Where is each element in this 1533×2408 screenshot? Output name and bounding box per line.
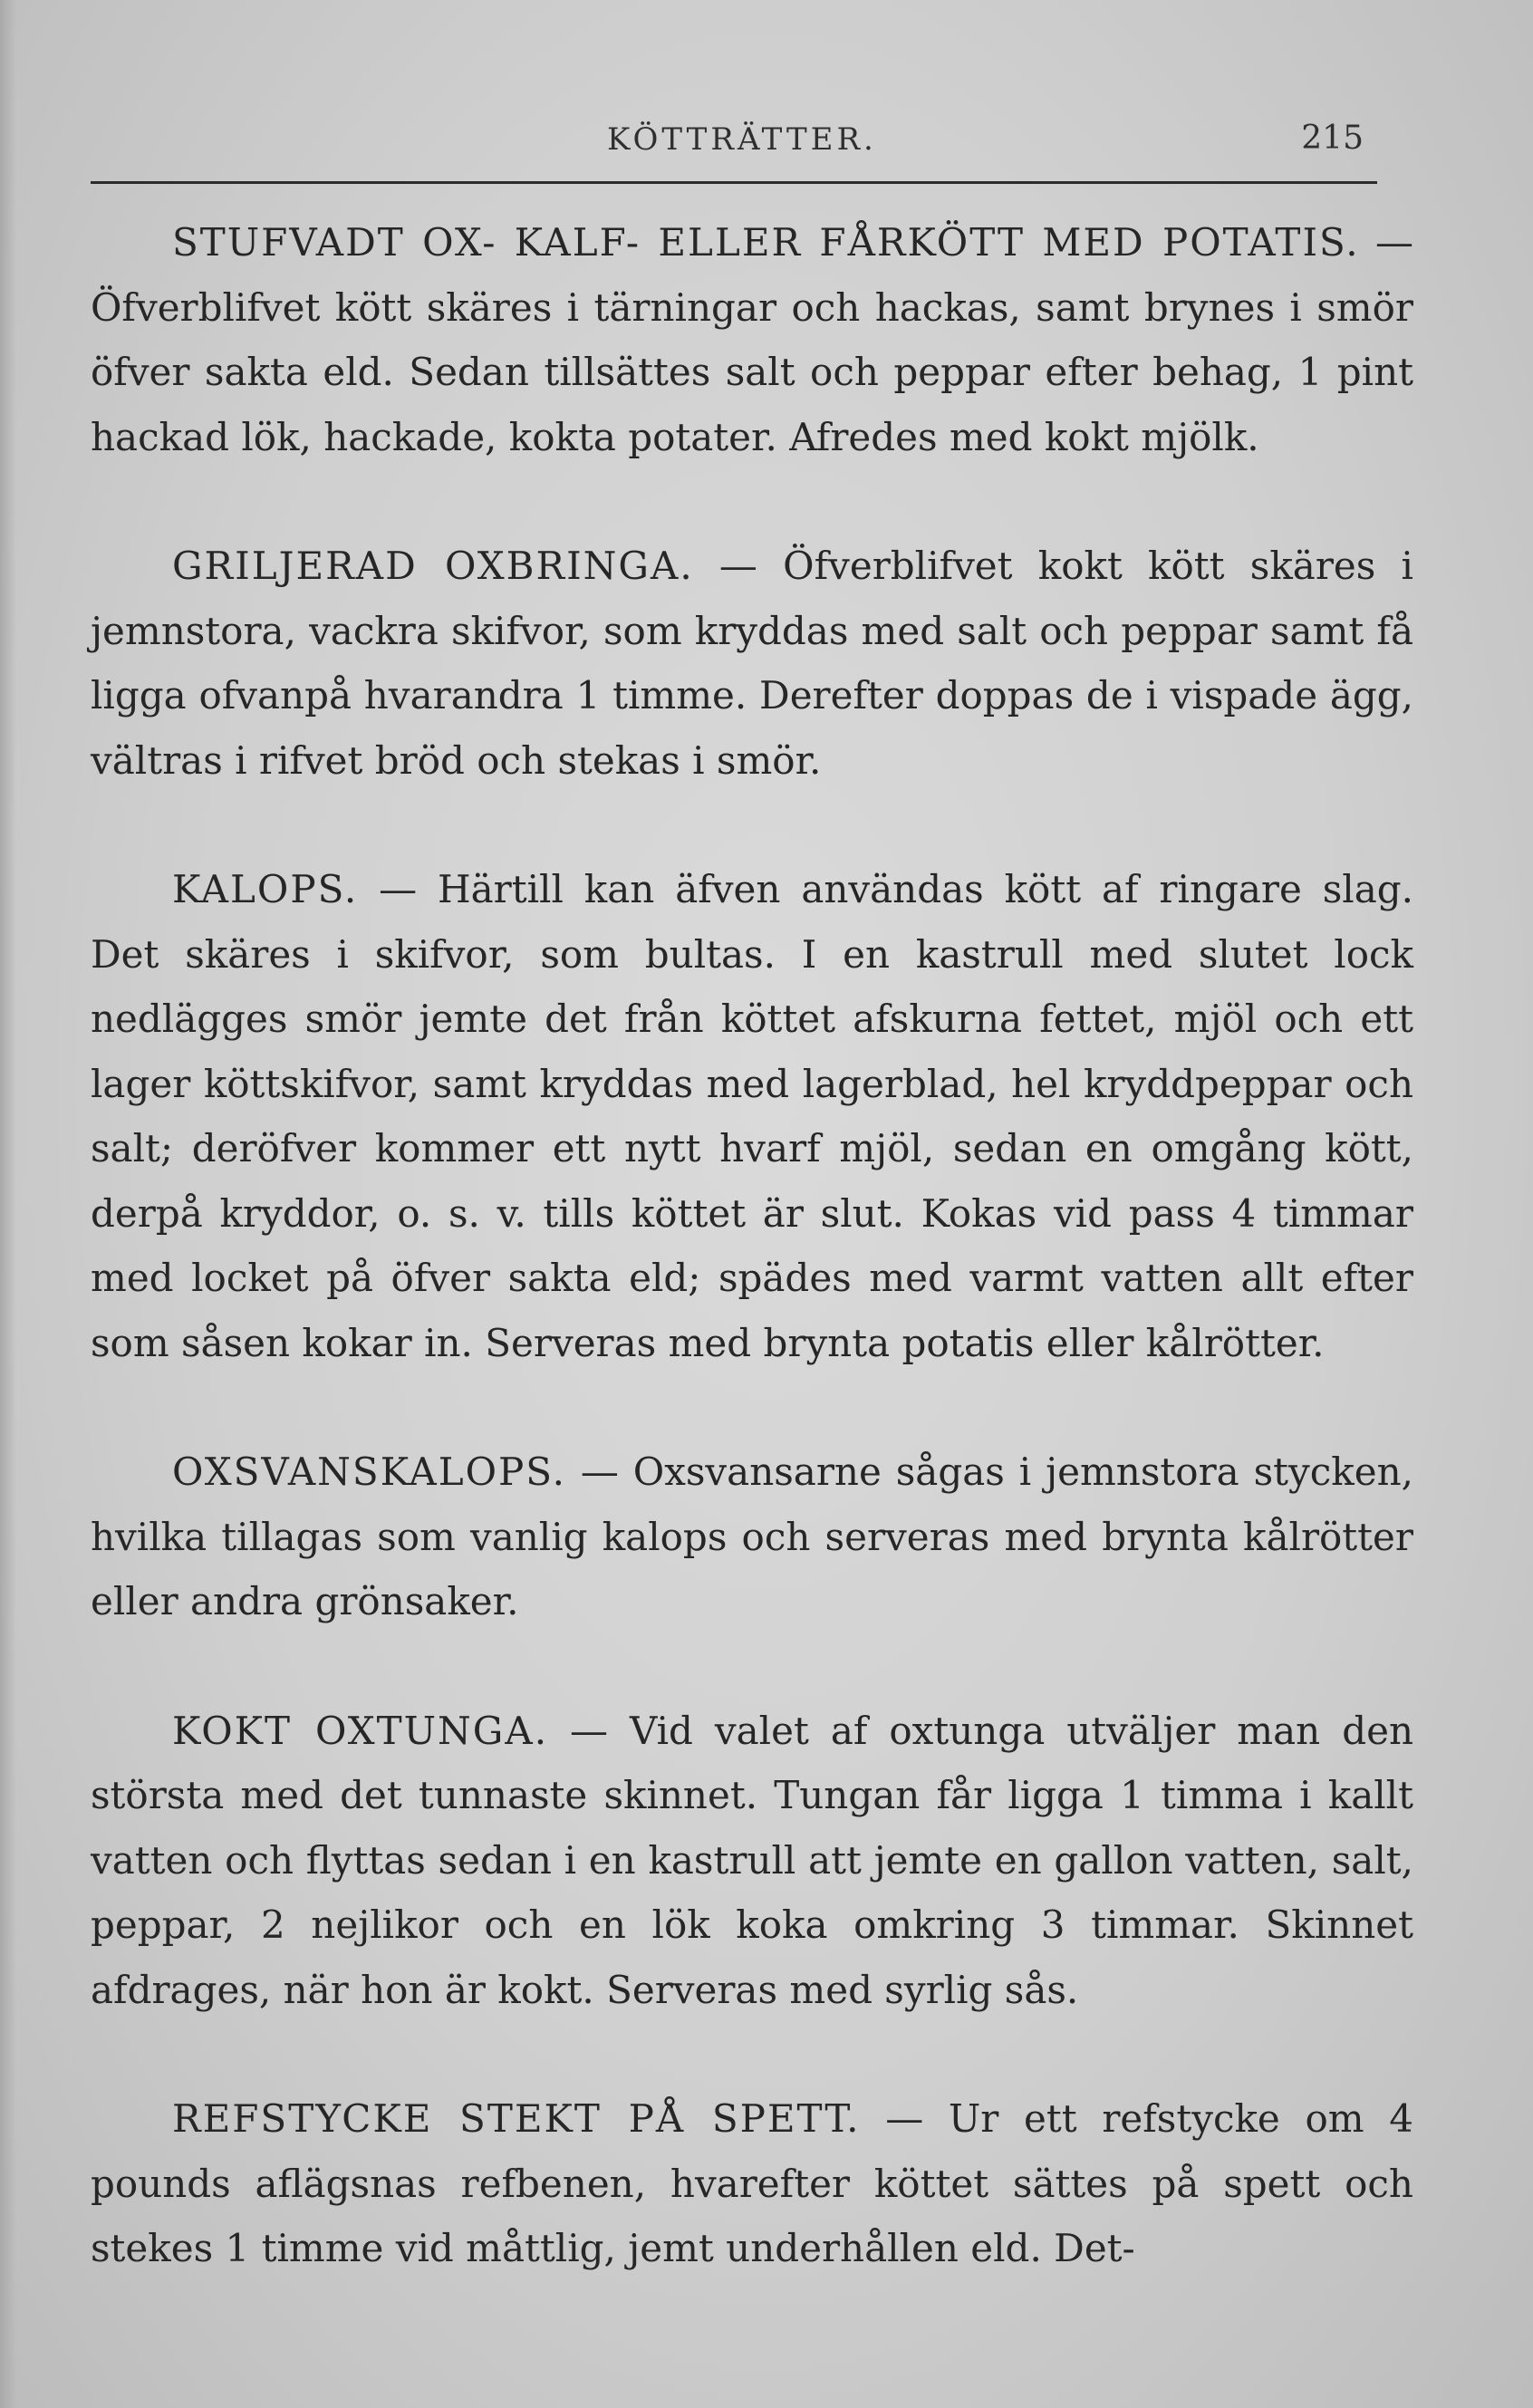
header-rule: [91, 181, 1377, 184]
recipe-instructions: — Oxsvansarne sågas i jemnstora stycken, hvilka tillagas som vanlig kalops och serveras med brynta kålrötter eller andra grönsaker.: [91, 1450, 1413, 1623]
recipe-title: KALOPS.: [172, 867, 359, 911]
page-header: [100, 116, 1400, 170]
page-shadow: [0, 0, 16, 2408]
recipe-text-body: [91, 210, 1413, 2281]
recipe-instructions: — Härtill kan äfven användas kött af ringare slag. Det skäres i skifvor, som bultas. I en kastrull med slutet lock nedlägges smör jemte det från köttet afskurna fettet, mjöl och ett lager köttskifvor, samt kryddas med lagerblad, hel kryddpeppar och salt; deröfver kommer ett nytt hvarf mjöl, sedan en omgång kött, derpå kryddor, o. s. v. tills köttet är slut. Kokas vid pass 4 timmar med locket på öfver sakta eld; spädes med varmt vatten allt efter som såsen kokar in. Serveras med brynta potatis eller kålrötter.: [91, 867, 1413, 1365]
recipe-kalops: [91, 857, 1413, 1375]
recipe-instructions: — Vid valet af oxtunga utväljer man den största med det tunnaste skinnet. Tungan får ligga 1 timma i kallt vatten och flyttas sedan i en kastrull att jemte en gallon vatten, salt, peppar, 2 nejlikor och en lök koka omkring 3 timmar. Skinnet afdrages, när hon är kokt. Serveras med syrlig sås.: [91, 1708, 1413, 2012]
recipe-title: OXSVANSKALOPS.: [172, 1450, 566, 1494]
recipe-title: GRILJERAD OXBRINGA.: [172, 544, 694, 588]
recipe-title: KOKT OXTUNGA.: [172, 1708, 549, 1753]
recipe-griljerad-oxbringa: [91, 534, 1413, 793]
running-head: KÖTTRÄTTER.: [607, 121, 877, 158]
recipe-instructions: — Ur ett refstycke om 4 pounds aflägsnas refbenen, hvarefter köttet sättes på spett och stekes 1 timme vid måttlig, jemt underhållen eld. Det-: [91, 2096, 1413, 2270]
recipe-stufvadt: [91, 210, 1413, 469]
page-number: 215: [1301, 120, 1364, 157]
recipe-oxsvanskalops: [91, 1440, 1413, 1634]
recipe-title: STUFVADT OX- KALF- ELLER FÅRKÖTT MED POTATIS.: [172, 220, 1360, 265]
recipe-instructions: — Öfverblifvet kött skäres i tärningar och hackas, samt brynes i smör öfver sakta eld. Sedan tillsättes salt och peppar efter behag, 1 pint hackad lök, hackade, kokta potater. Afredes med kokt mjölk.: [91, 220, 1413, 459]
recipe-refstycke: [91, 2086, 1413, 2281]
recipe-kokt-oxtunga: [91, 1699, 1413, 2023]
recipe-instructions: — Öfverblifvet kokt kött skäres i jemnstora, vackra skifvor, som kryddas med salt och peppar samt få ligga ofvanpå hvarandra 1 timme. Derefter doppas de i vispade ägg, vältras i rifvet bröd och stekas i smör.: [91, 544, 1413, 783]
recipe-title: REFSTYCKE STEKT PÅ SPETT.: [172, 2096, 861, 2141]
